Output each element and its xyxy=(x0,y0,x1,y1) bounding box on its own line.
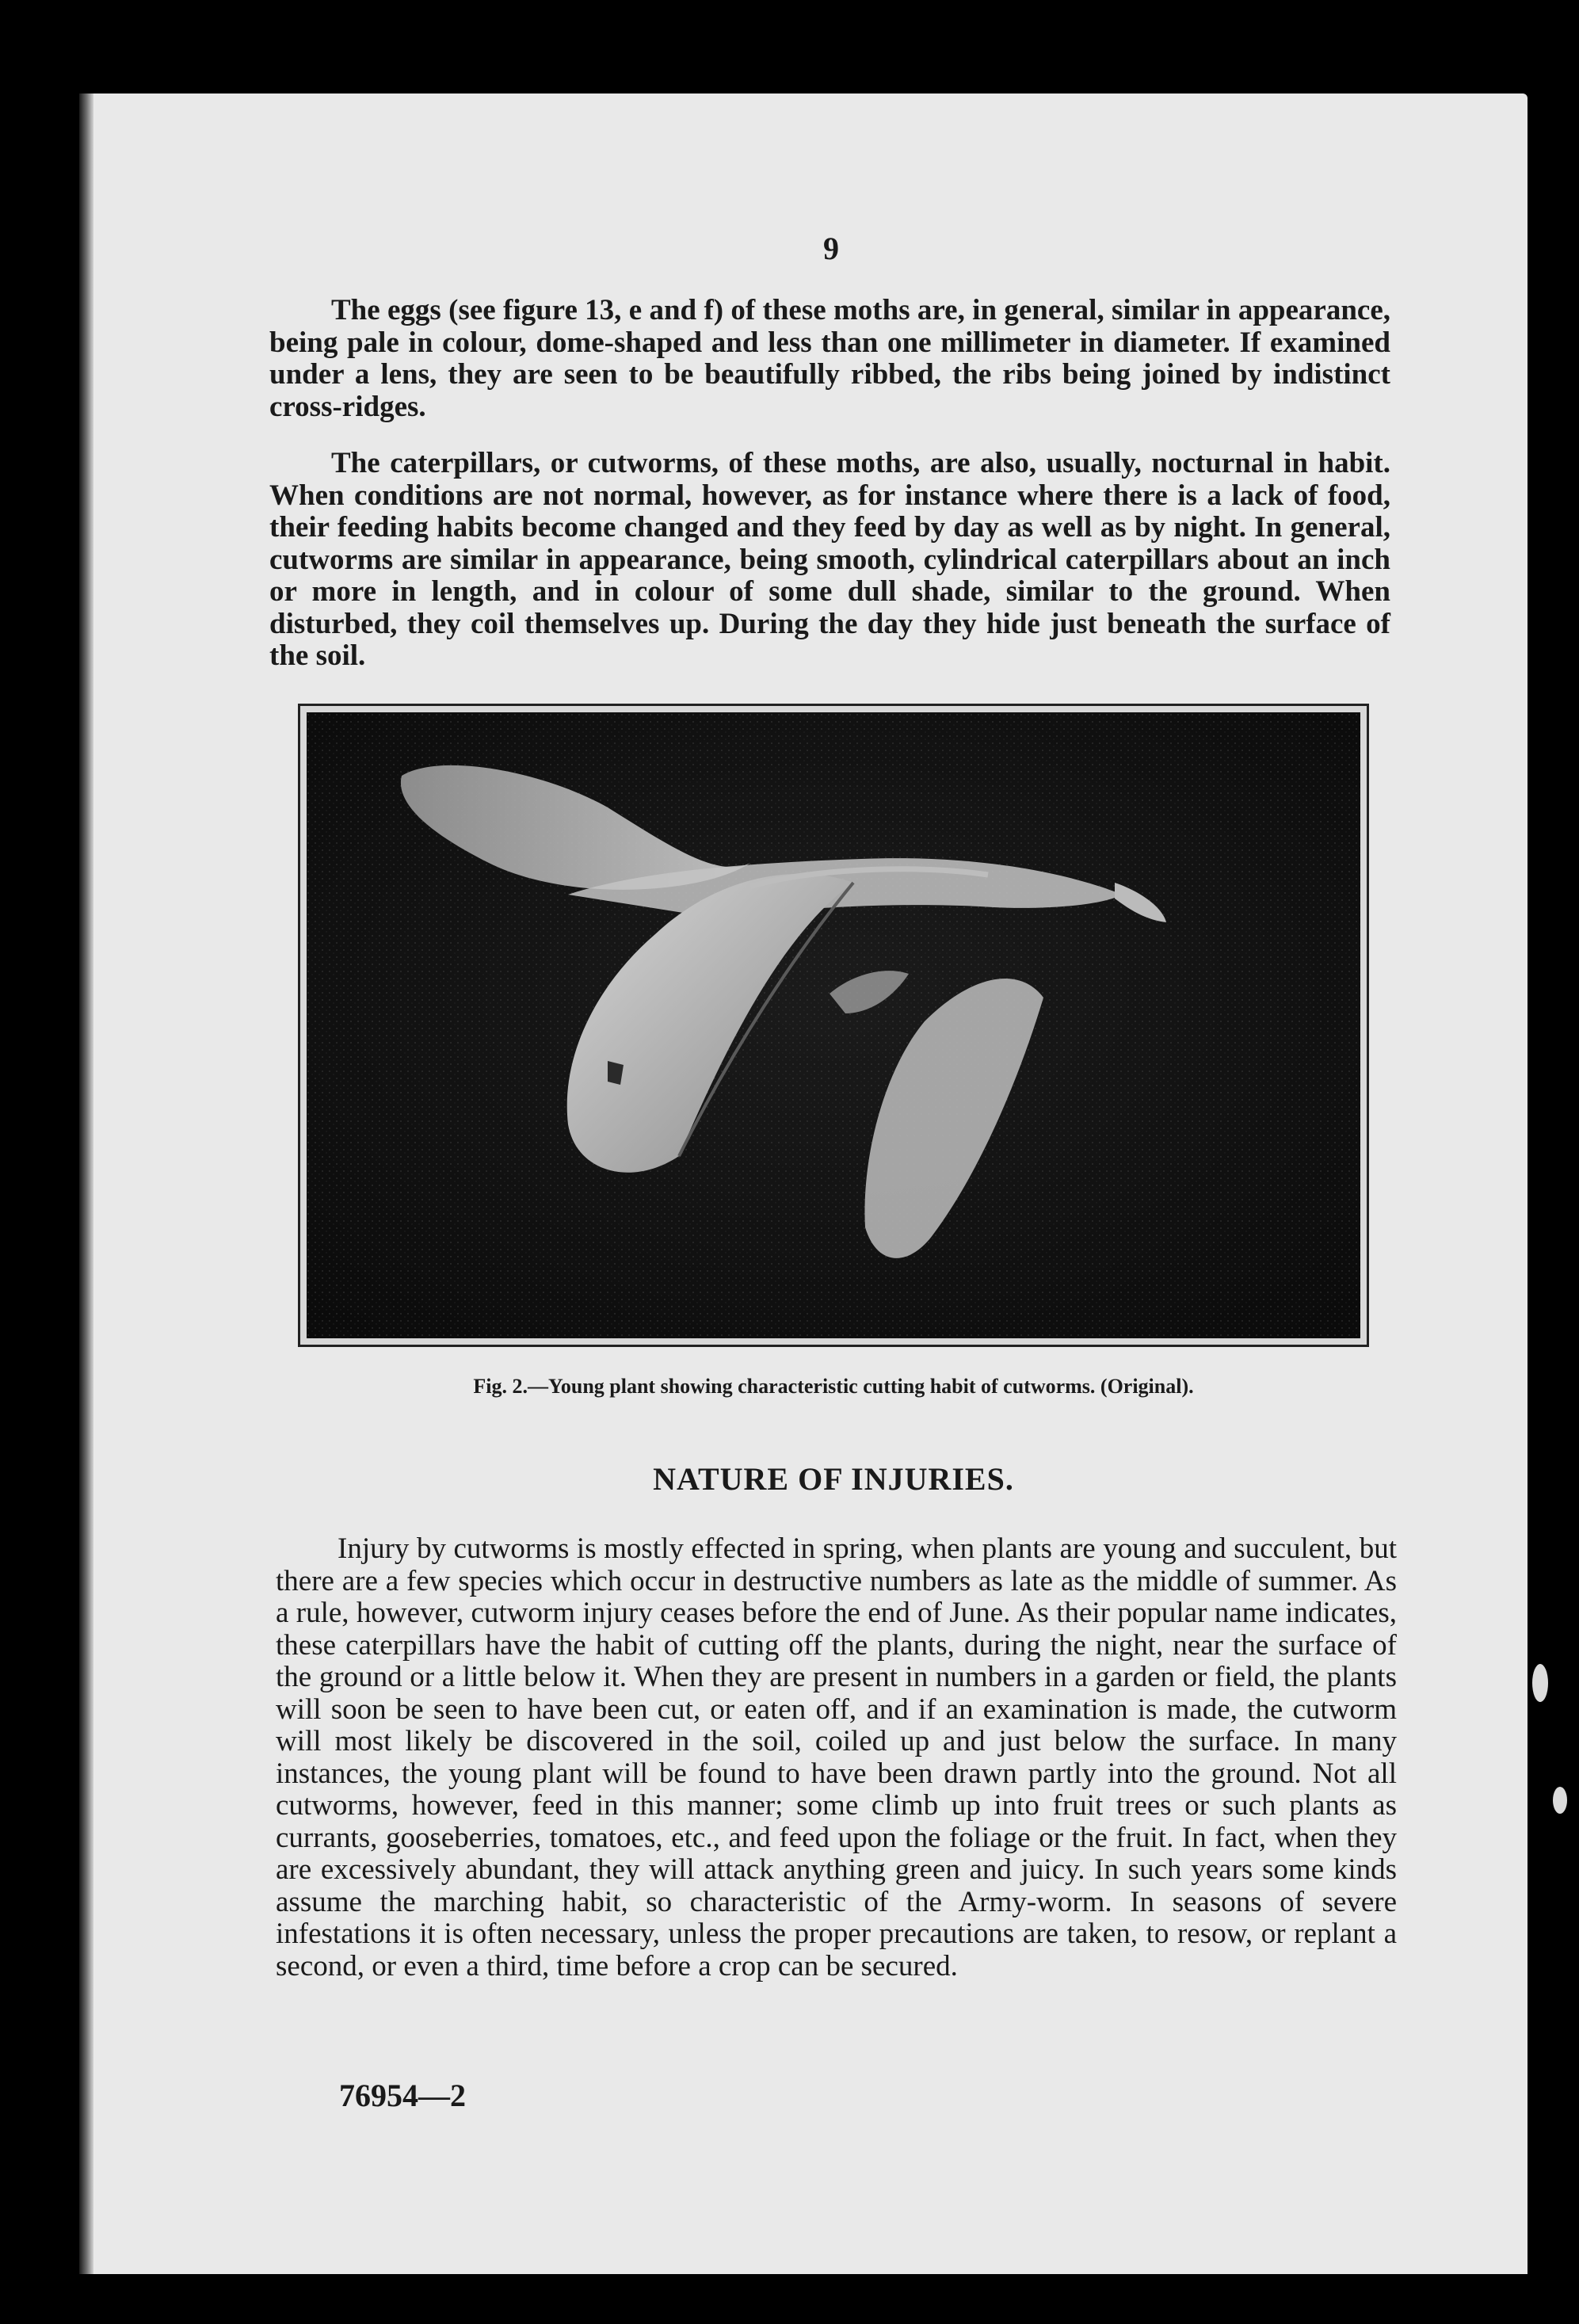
paragraph-caterpillars: The caterpillars, or cutworms, of these moths, are also, usually, nocturnal in habit. When conditions are not normal, however, as for instance where there is a lack of food, their feeding habits become changed and they feed by day as well as by night. In general, cutworms are similar in appearance, being smooth, cylindrical caterpillars about an inch or more in length, and in colour of some dull shade, similar to the ground. When disturbed, they coil themselves up. During the day they hide just beneath the surface of the soil. xyxy=(269,447,1390,672)
page-number: 9 xyxy=(823,231,839,266)
page-edge-tab xyxy=(1532,1664,1548,1702)
print-signature-code: 76954—2 xyxy=(339,2078,466,2113)
section-heading: NATURE OF INJURIES. xyxy=(653,1461,1014,1497)
page-binding-edge xyxy=(79,93,93,2274)
paragraph-injuries: Injury by cutworms is mostly effected in spring, when plants are young and succulent, but there are a few species which occur in destructive numbers as late as the middle of summer. As a rule, however, cutworm injury ceases before the end of June. As their popular name indicates, these caterpillars have the habit of cutting off the plants, during the night, near the surface of the ground or a little below it. When they are present in numbers in a garden or field, the plants will soon be seen to have been cut, or eaten off, and if an examination is made, the cutworm will most likely be discovered in the soil, coiled up and just below the surface. In many instances, the young plant will be found to have been drawn partly into the ground. Not all cutworms, however, feed in this manner; some climb up into fruit trees or such plants as currants, gooseberries, tomatoes, etc., and feed upon the foliage or the fruit. In fact, when they are excessively abundant, they will attack anything green and juicy. In such years some kinds assume the marching habit, so characteristic of the Army-worm. In seasons of severe infestations it is often necessary, unless the proper precautions are taken, to resow, or replant a second, or even a third, time before a crop can be secured. xyxy=(276,1532,1397,1982)
figure-frame xyxy=(298,704,1369,1347)
paragraph-eggs: The eggs (see figure 13, e and f) of these moths are, in general, similar in appearance, being pale in colour, dome-shaped and less than one millimeter in diameter. If examined under a lens, they are seen to be beautifully ribbed, the ribs being joined by indistinct cross-ridges. xyxy=(269,294,1390,423)
figure-photo-cut-plant xyxy=(307,712,1360,1338)
page-edge-tab xyxy=(1553,1787,1567,1814)
figure-caption: Fig. 2.—Young plant showing characteristic cutting habit of cutworms. (Original). xyxy=(473,1375,1194,1398)
